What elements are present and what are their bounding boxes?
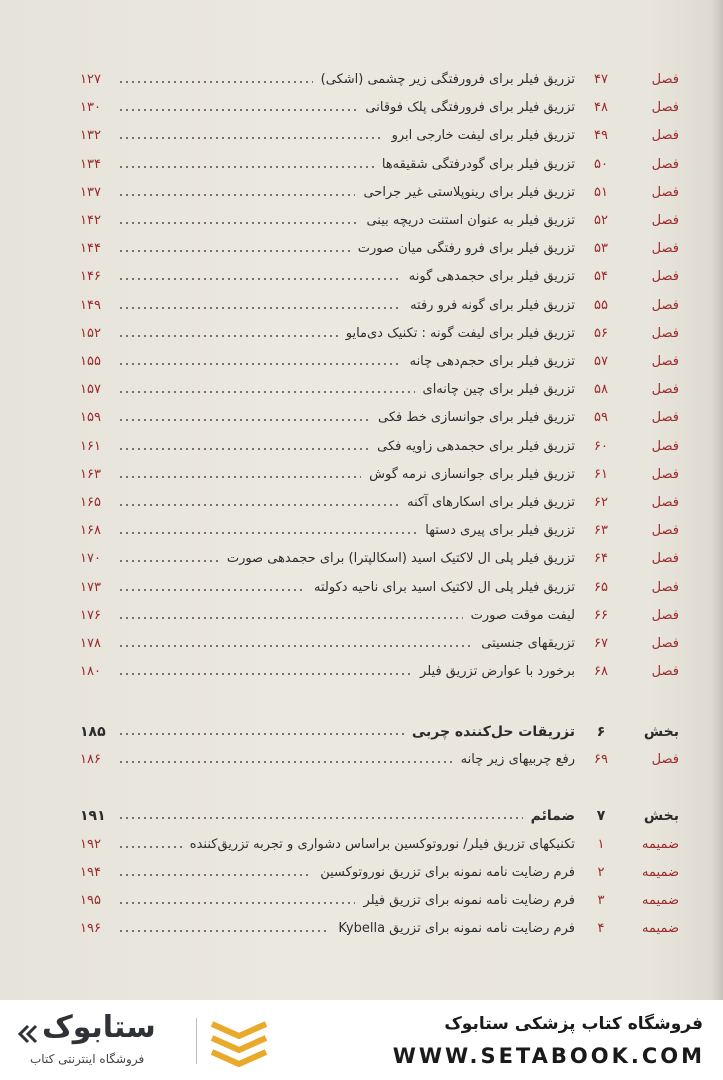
toc-entry-row[interactable] bbox=[0, 658, 723, 686]
entry-page-number: ۱۴۹ bbox=[80, 297, 101, 313]
logo-divider bbox=[196, 1018, 197, 1064]
brand-name: ستابوک bbox=[42, 1010, 156, 1045]
leader-dots bbox=[118, 673, 412, 675]
entry-title: تزریق فیلر برای جوانسازی خط فکی bbox=[378, 410, 575, 426]
entry-number: ۴۹ bbox=[594, 128, 608, 144]
entry-label: بخش bbox=[643, 808, 679, 825]
toc-section-row[interactable] bbox=[0, 802, 723, 830]
toc-entry-row[interactable] bbox=[0, 602, 723, 630]
leader-dots bbox=[118, 476, 361, 478]
entry-page-number: ۱۵۲ bbox=[80, 325, 101, 341]
stacked-chevrons-logo-icon bbox=[206, 1016, 272, 1068]
entry-title: تزریق فیلر پلی ال لاکتیک اسید (اسکالپترا) برای حجمدهی صورت bbox=[226, 551, 575, 567]
entry-page-number: ۱۹۵ bbox=[80, 893, 101, 908]
entry-title: تزریق فیلر برای رینوپلاستی غیر جراحی bbox=[363, 184, 575, 200]
leader-dots bbox=[118, 166, 374, 168]
entry-label: فصل bbox=[651, 269, 679, 285]
leader-dots bbox=[118, 874, 312, 876]
entry-title: تزریق فیلر برای حجمدهی زاویه فکی bbox=[377, 438, 575, 454]
entry-label: فصل bbox=[651, 495, 679, 510]
toc-entry-row[interactable] bbox=[0, 915, 723, 943]
entry-title: رفع چربیهای زیر چانه bbox=[460, 752, 575, 768]
entry-page-number: ۱۹۴ bbox=[80, 864, 101, 880]
entry-number: ۶۰ bbox=[594, 438, 608, 454]
toc-entry-row[interactable] bbox=[0, 433, 723, 461]
entry-label: فصل bbox=[651, 438, 679, 454]
entry-title: تزریق فیلر برای لیفت خارجی ابرو bbox=[391, 128, 575, 144]
entry-page-number: ۱۳۲ bbox=[80, 128, 101, 144]
leader-dots bbox=[118, 419, 370, 421]
entry-label: ضمیمه bbox=[642, 864, 679, 880]
entry-number: ۵۵ bbox=[594, 297, 608, 313]
entry-page-number: ۱۸۰ bbox=[80, 664, 101, 680]
entry-number: ۷ bbox=[596, 808, 606, 825]
entry-number: ۵۷ bbox=[594, 354, 608, 369]
entry-number: ۶۶ bbox=[594, 607, 608, 623]
toc-entry-row[interactable] bbox=[0, 746, 723, 774]
entry-page-number: ۱۹۲ bbox=[80, 836, 101, 852]
entry-title: فرم رضایت نامه نمونه برای تزریق فیلر bbox=[363, 893, 575, 908]
leader-dots bbox=[118, 391, 415, 393]
leader-dots bbox=[118, 589, 306, 591]
toc-entry-row[interactable] bbox=[0, 489, 723, 517]
entry-number: ۶۱ bbox=[594, 466, 608, 482]
entry-label: ضمیمه bbox=[642, 893, 679, 908]
entry-page-number: ۱۹۱ bbox=[80, 808, 106, 825]
entry-number: ۶۹ bbox=[594, 752, 608, 768]
brand-subtitle: فروشگاه اینترنتی کتاب bbox=[30, 1052, 145, 1066]
toc-entry-row[interactable] bbox=[0, 235, 723, 263]
toc-entry-row[interactable] bbox=[0, 831, 723, 859]
entry-page-number: ۱۴۴ bbox=[80, 241, 101, 257]
entry-page-number: ۱۹۶ bbox=[80, 921, 101, 937]
entry-number: ۳ bbox=[597, 893, 605, 908]
entry-page-number: ۱۷۳ bbox=[80, 579, 101, 595]
entry-number: ۴ bbox=[597, 921, 605, 937]
toc-entry-row[interactable] bbox=[0, 859, 723, 887]
entry-title: لیفت موقت صورت bbox=[470, 607, 575, 623]
toc-entry-row[interactable] bbox=[0, 94, 723, 122]
leader-dots bbox=[118, 335, 338, 337]
entry-number: ۵۳ bbox=[594, 241, 608, 257]
entry-label: فصل bbox=[651, 354, 679, 369]
entry-label: فصل bbox=[651, 100, 679, 116]
toc-entry-row[interactable] bbox=[0, 545, 723, 573]
toc-entry-row[interactable] bbox=[0, 207, 723, 235]
entry-label: فصل bbox=[651, 382, 679, 398]
entry-page-number: ۱۵۹ bbox=[80, 410, 101, 426]
leader-dots bbox=[118, 363, 402, 365]
entry-page-number: ۱۷۶ bbox=[80, 607, 101, 623]
entry-page-number: ۱۷۰ bbox=[80, 551, 101, 567]
leader-dots bbox=[118, 194, 355, 196]
leader-dots bbox=[118, 817, 523, 819]
toc-entry-row[interactable] bbox=[0, 517, 723, 545]
entry-label: بخش bbox=[643, 724, 679, 741]
entry-label: فصل bbox=[651, 579, 679, 595]
entry-page-number: ۱۶۵ bbox=[80, 495, 101, 510]
entry-page-number: ۱۳۰ bbox=[80, 100, 101, 116]
leader-dots bbox=[118, 645, 473, 647]
entry-title: تزریق فیلر برای فرورفتگی زیر چشمی (اشکی) bbox=[320, 72, 575, 87]
entry-number: ۵۸ bbox=[594, 382, 608, 398]
entry-number: ۶۲ bbox=[594, 495, 608, 510]
entry-number: ۱ bbox=[597, 836, 605, 852]
entry-label: فصل bbox=[651, 184, 679, 200]
leader-dots bbox=[118, 504, 399, 506]
leader-dots bbox=[118, 761, 453, 763]
leader-dots bbox=[118, 109, 357, 111]
leader-dots bbox=[118, 81, 313, 83]
shop-name: فروشگاه کتاب پزشکی ستابوک bbox=[444, 1014, 703, 1034]
entry-title: تزریقهای جنسیتی bbox=[481, 636, 575, 651]
toc-entry-row[interactable] bbox=[0, 151, 723, 179]
entry-label: فصل bbox=[651, 752, 679, 768]
leader-dots bbox=[118, 846, 182, 848]
entry-label: فصل bbox=[651, 297, 679, 313]
entry-title: تزریق فیلر برای فرو رفتگی میان صورت bbox=[357, 241, 575, 257]
double-chevron-left-icon bbox=[16, 1022, 40, 1046]
entry-title: تزریق فیلر برای لیفت گونه : تکنیک دی‌مایو bbox=[345, 325, 575, 341]
entry-number: ۶۷ bbox=[594, 636, 608, 651]
entry-label: فصل bbox=[651, 156, 679, 172]
entry-number: ۲ bbox=[597, 864, 605, 880]
entry-number: ۶ bbox=[596, 724, 606, 741]
entry-page-number: ۱۸۶ bbox=[80, 752, 101, 768]
entry-page-number: ۱۴۲ bbox=[80, 213, 101, 228]
entry-number: ۶۵ bbox=[594, 579, 608, 595]
entry-page-number: ۱۷۸ bbox=[80, 636, 101, 651]
entry-number: ۵۶ bbox=[594, 325, 608, 341]
leader-dots bbox=[118, 448, 369, 450]
entry-number: ۵۲ bbox=[594, 213, 608, 228]
entry-number: ۵۰ bbox=[594, 156, 608, 172]
entry-label: فصل bbox=[651, 213, 679, 228]
entry-page-number: ۱۵۷ bbox=[80, 382, 101, 398]
leader-dots bbox=[118, 278, 401, 280]
entry-page-number: ۱۶۱ bbox=[80, 438, 101, 454]
leader-dots bbox=[118, 137, 384, 139]
entry-title: فرم رضایت نامه نمونه برای تزریق Kybella bbox=[338, 921, 575, 937]
entry-page-number: ۱۲۷ bbox=[80, 72, 101, 87]
entry-title: ضمائم bbox=[530, 808, 575, 825]
leader-dots bbox=[118, 250, 350, 252]
entry-title: تزریق فیلر برای فرورفتگی پلک فوقانی bbox=[365, 100, 575, 116]
entry-label: فصل bbox=[651, 636, 679, 651]
entry-page-number: ۱۳۴ bbox=[80, 156, 101, 172]
toc-entry-row[interactable] bbox=[0, 574, 723, 602]
entry-label: فصل bbox=[651, 466, 679, 482]
toc-entry-row[interactable] bbox=[0, 263, 723, 291]
entry-label: فصل bbox=[651, 241, 679, 257]
shop-url[interactable]: WWW.SETABOOK.COM bbox=[392, 1044, 705, 1068]
entry-number: ۶۳ bbox=[594, 523, 608, 539]
entry-title: تزریق فیلر برای اسکارهای آکنه bbox=[407, 495, 575, 510]
entry-number: ۴۸ bbox=[594, 100, 608, 116]
leader-dots bbox=[118, 902, 355, 904]
entry-label: فصل bbox=[651, 410, 679, 426]
entry-title: برخورد با عوارض تزریق فیلر bbox=[420, 664, 575, 680]
entry-label: فصل bbox=[651, 664, 679, 680]
entry-number: ۶۸ bbox=[594, 664, 608, 680]
leader-dots bbox=[118, 930, 330, 932]
leader-dots bbox=[118, 222, 358, 224]
entry-page-number: ۱۵۵ bbox=[80, 354, 101, 369]
entry-title: فرم رضایت نامه نمونه برای تزریق نوروتوکسین bbox=[320, 864, 575, 880]
entry-label: ضمیمه bbox=[642, 836, 679, 852]
entry-title: تزریق فیلر برای حجم‌دهی چانه bbox=[409, 354, 575, 369]
leader-dots bbox=[118, 560, 219, 562]
leader-dots bbox=[118, 733, 404, 735]
entry-title: تزریق فیلر برای گودرفتگی شقیقه‌ها bbox=[381, 156, 575, 172]
entry-number: ۴۷ bbox=[594, 72, 608, 87]
entry-label: فصل bbox=[651, 128, 679, 144]
toc-entry-row[interactable] bbox=[0, 122, 723, 150]
toc-entry-row[interactable] bbox=[0, 461, 723, 489]
entry-page-number: ۱۳۷ bbox=[80, 184, 101, 200]
leader-dots bbox=[118, 617, 463, 619]
entry-title: تزریقات حل‌کننده چربی bbox=[411, 724, 575, 741]
entry-title: تکنیکهای تزریق فیلر/ نوروتوکسین براساس دشواری و تجربه تزریق‌کننده bbox=[189, 836, 575, 852]
entry-label: فصل bbox=[651, 523, 679, 539]
entry-number: ۵۹ bbox=[594, 410, 608, 426]
leader-dots bbox=[118, 307, 402, 309]
entry-page-number: ۱۴۶ bbox=[80, 269, 101, 285]
entry-title: تزریق فیلر پلی ال لاکتیک اسید برای ناحیه دکولته bbox=[314, 579, 575, 595]
entry-label: فصل bbox=[651, 551, 679, 567]
entry-label: ضمیمه bbox=[642, 921, 679, 937]
entry-number: ۵۴ bbox=[594, 269, 608, 285]
toc-entry-row[interactable] bbox=[0, 66, 723, 94]
entry-number: ۶۴ bbox=[594, 551, 608, 567]
entry-title: تزریق فیلر برای حجمدهی گونه bbox=[408, 269, 575, 285]
entry-label: فصل bbox=[651, 325, 679, 341]
footer-banner bbox=[0, 1000, 723, 1080]
entry-label: فصل bbox=[651, 607, 679, 623]
toc-section-row[interactable] bbox=[0, 718, 723, 746]
toc-entry-row[interactable] bbox=[0, 630, 723, 658]
entry-title: تزریق فیلر برای چین چانه‌ای bbox=[422, 382, 575, 398]
entry-title: تزریق فیلر برای پیری دستها bbox=[425, 523, 575, 539]
toc-entry-row[interactable] bbox=[0, 887, 723, 915]
toc-entry-row[interactable] bbox=[0, 348, 723, 376]
entry-title: تزریق فیلر به عنوان استنت دریچه بینی bbox=[366, 213, 575, 228]
leader-dots bbox=[118, 532, 417, 534]
toc-entry-row[interactable] bbox=[0, 404, 723, 432]
entry-label: فصل bbox=[651, 72, 679, 87]
entry-title: تزریق فیلر برای گونه فرو رفته bbox=[410, 297, 575, 313]
entry-page-number: ۱۶۸ bbox=[80, 523, 101, 539]
toc-entry-row[interactable] bbox=[0, 320, 723, 348]
entry-number: ۵۱ bbox=[594, 184, 608, 200]
toc-entry-row[interactable] bbox=[0, 292, 723, 320]
entry-page-number: ۱۸۵ bbox=[80, 724, 106, 741]
entry-page-number: ۱۶۳ bbox=[80, 466, 101, 482]
toc-entry-row[interactable] bbox=[0, 179, 723, 207]
entry-title: تزریق فیلر برای جوانسازی نرمه گوش bbox=[369, 466, 575, 482]
toc-entry-row[interactable] bbox=[0, 376, 723, 404]
